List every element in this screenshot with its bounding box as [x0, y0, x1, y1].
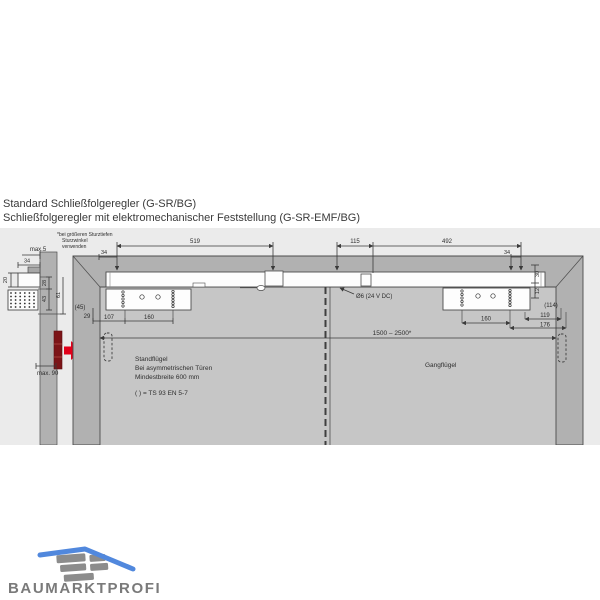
closer-plate-left — [106, 289, 191, 310]
closer-plate-right — [443, 288, 530, 310]
gangfluegel-label: Gangflügel — [425, 362, 457, 369]
junction-box — [361, 274, 371, 286]
closer-body-side — [18, 273, 40, 287]
dim-range-label: 1500 – 2500* — [372, 330, 412, 337]
dim-34-right-label: 34 — [503, 250, 511, 256]
dim-119-label: 119 — [540, 313, 550, 319]
dim-61-label: 61 — [56, 291, 62, 299]
dim-29-label: 29 — [83, 314, 91, 320]
dim-34-left-label: 34 — [100, 250, 108, 256]
lever-pivot — [257, 286, 265, 291]
dim-519-label: 519 — [189, 239, 201, 245]
dim-114-label: (114) — [544, 303, 558, 309]
brand-wordmark: BAUMARKTPROFI — [8, 580, 162, 597]
title-line-1: Standard Schließfolgeregler (G-SR/BG) — [3, 198, 197, 210]
title-block — [3, 198, 360, 225]
dim-34-side-label: 34 — [23, 258, 31, 265]
dim-43-label: 43 — [42, 295, 48, 303]
dim-12-label: 12 — [535, 287, 541, 295]
brand-logo-graphic — [30, 543, 160, 583]
dim-115-label: 115 — [350, 239, 360, 245]
dim-107-label: 107 — [103, 315, 115, 321]
ts93-note-label: ( ) = TS 93 EN 5-7 — [135, 390, 188, 397]
dim-176-label: 176 — [539, 322, 551, 329]
front-view — [73, 256, 583, 445]
dim-45-label: (45) — [74, 305, 86, 311]
mounting-bracket — [28, 267, 40, 273]
standfluegel-label: Standflügel — [135, 356, 168, 363]
slide-rail — [106, 272, 545, 287]
dim-max90-label: max. 90 — [37, 371, 59, 377]
title-line-2: Schließfolgeregler mit elektromechanischer Feststellung (G-SR-EMF/BG) — [3, 211, 361, 224]
dim-cable-label: Ø6 (24 V DC) — [356, 294, 393, 300]
dim-160-right-label: 160 — [480, 316, 492, 323]
technical-drawing — [0, 228, 600, 445]
rail-slider — [193, 283, 205, 287]
diagram-panel — [0, 228, 600, 445]
dim-492-label: 492 — [441, 239, 453, 245]
brand-logo — [0, 540, 260, 600]
note-line-1: *bei größeren Sturztiefen — [57, 232, 113, 238]
door-leaf-red — [54, 331, 62, 369]
logo-roof-line — [40, 549, 133, 569]
rail-carrier — [265, 271, 283, 286]
dim-160-left-label: 160 — [143, 315, 155, 321]
dim-20-label: 20 — [3, 276, 9, 284]
min-width-label: Mindestbreite 600 mm — [135, 374, 200, 381]
note-line-2: Sturzwinkel — [62, 238, 88, 244]
asymmetric-doors-label: Bei asymmetrischen Türen — [135, 365, 213, 372]
dim-max5-label: max.5 — [29, 247, 47, 253]
dim-28-label: 28 — [42, 279, 48, 287]
dim-30-label: 30 — [535, 270, 541, 278]
note-line-3: verwenden — [62, 244, 87, 250]
